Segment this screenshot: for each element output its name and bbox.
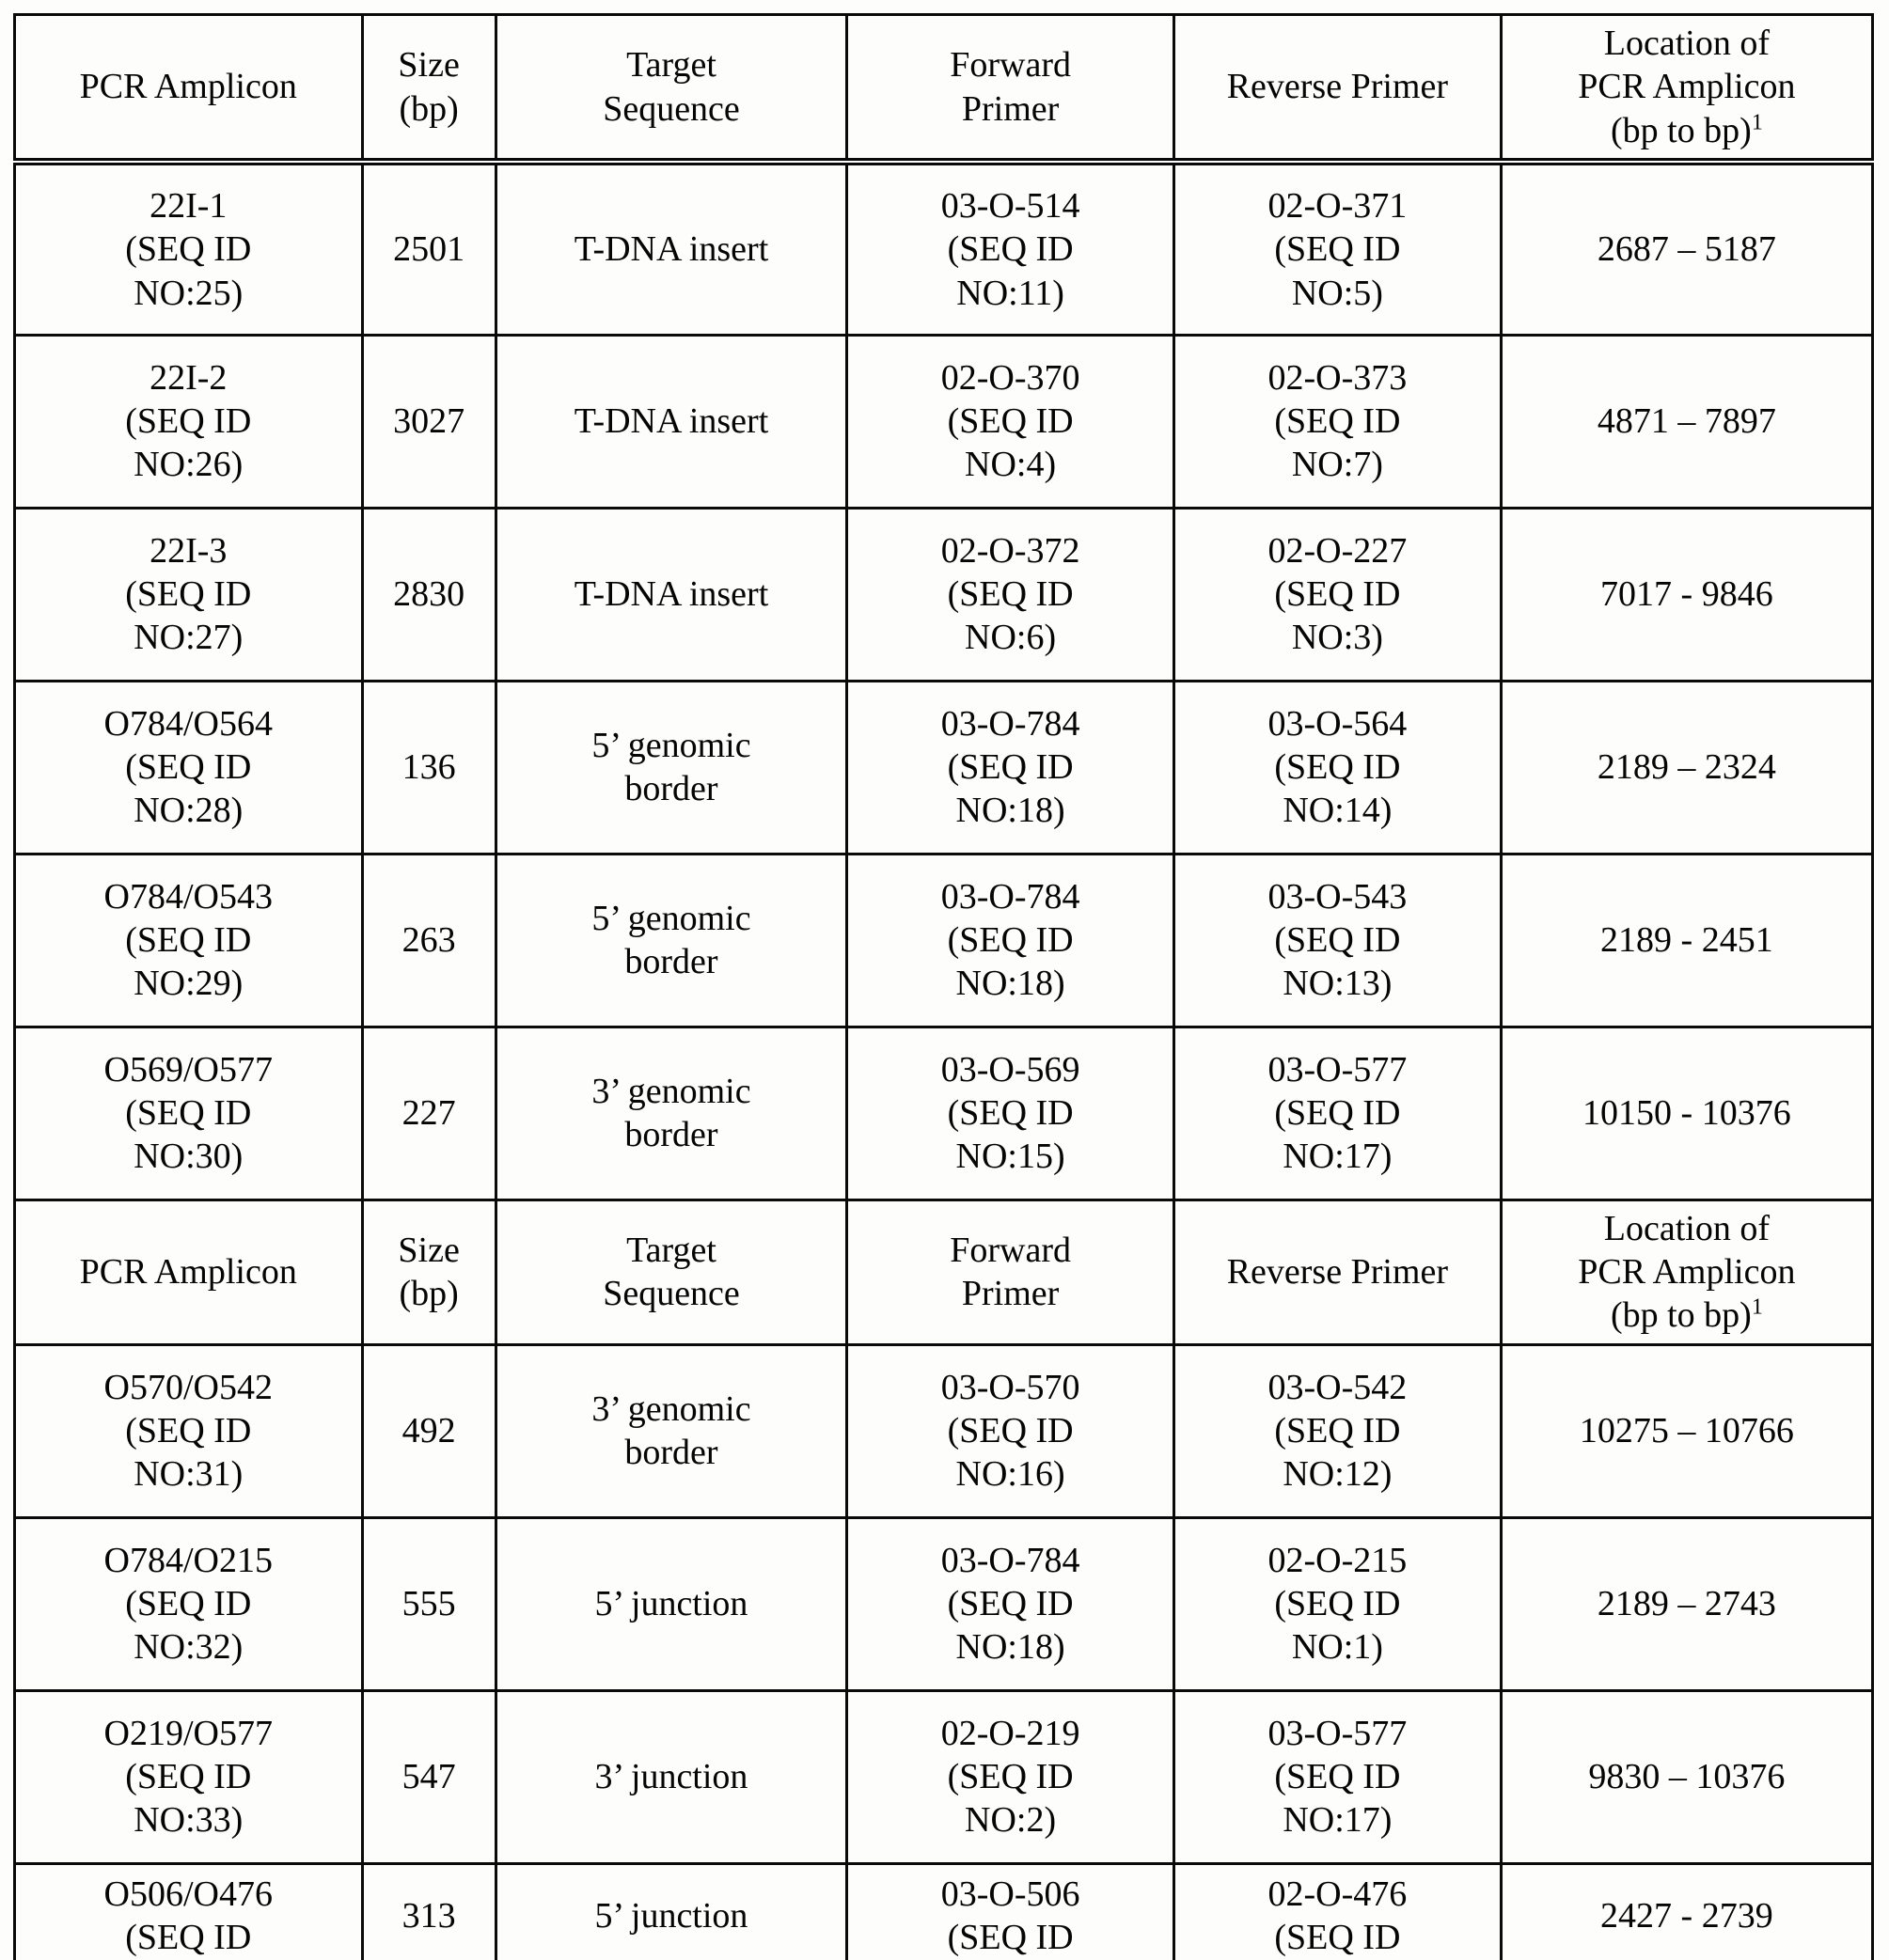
table-row <box>15 1517 1873 1690</box>
cell-forward-primer: 02-O-370 (SEQ ID NO:4) <box>847 335 1174 508</box>
cell-reverse-primer: 03-O-577 (SEQ ID NO:17) <box>1173 1027 1501 1200</box>
col-header-size: Size (bp) <box>362 1200 496 1344</box>
cell-pcr-amplicon: O784/O564 (SEQ ID NO:28) <box>15 681 363 854</box>
footnote-marker: 1 <box>1751 1294 1763 1320</box>
cell-forward-primer: 03-O-784 (SEQ ID NO:18) <box>847 681 1174 854</box>
cell-forward-primer: 03-O-570 (SEQ ID NO:16) <box>847 1344 1174 1517</box>
cell-target-sequence: 5’ genomic border <box>496 681 846 854</box>
cell-pcr-amplicon: 22I-1 (SEQ ID NO:25) <box>15 162 363 335</box>
cell-target-sequence: 3’ junction <box>496 1690 846 1863</box>
cell-size: 2501 <box>362 162 496 335</box>
cell-reverse-primer: 03-O-543 (SEQ ID NO:13) <box>1173 854 1501 1027</box>
col-header-size: Size (bp) <box>362 15 496 163</box>
col-header-location <box>1501 1200 1872 1344</box>
cell-target-sequence: 3’ genomic border <box>496 1344 846 1517</box>
cell-forward-primer: 03-O-569 (SEQ ID NO:15) <box>847 1027 1174 1200</box>
cell-target-sequence: T-DNA insert <box>496 335 846 508</box>
cell-pcr-amplicon: O570/O542 (SEQ ID NO:31) <box>15 1344 363 1517</box>
cell-location: 4871 – 7897 <box>1501 335 1872 508</box>
table-row <box>15 508 1873 681</box>
cell-reverse-primer: 02-O-371 (SEQ ID NO:5) <box>1173 162 1501 335</box>
cell-target-sequence: T-DNA insert <box>496 162 846 335</box>
cell-location: 7017 - 9846 <box>1501 508 1872 681</box>
cell-pcr-amplicon: O506/O476 (SEQ ID <box>15 1863 363 1960</box>
table-row <box>15 162 1873 335</box>
cell-reverse-primer: 03-O-542 (SEQ ID NO:12) <box>1173 1344 1501 1517</box>
col-header-target-sequence: Target Sequence <box>496 15 846 163</box>
cell-size: 555 <box>362 1517 496 1690</box>
table-row <box>15 854 1873 1027</box>
cell-size: 263 <box>362 854 496 1027</box>
cell-location: 2427 - 2739 <box>1501 1863 1872 1960</box>
table-header-row <box>15 15 1873 163</box>
col-header-location-text: Location of PCR Amplicon (bp to bp) <box>1578 24 1796 150</box>
table-header-row-repeat <box>15 1200 1873 1344</box>
table-row <box>15 1027 1873 1200</box>
cell-target-sequence: 5’ genomic border <box>496 854 846 1027</box>
table-row <box>15 1344 1873 1517</box>
cell-reverse-primer: 02-O-215 (SEQ ID NO:1) <box>1173 1517 1501 1690</box>
cell-size: 136 <box>362 681 496 854</box>
col-header-location <box>1501 15 1872 163</box>
cell-forward-primer: 02-O-219 (SEQ ID NO:2) <box>847 1690 1174 1863</box>
cell-reverse-primer: 02-O-227 (SEQ ID NO:3) <box>1173 508 1501 681</box>
cell-pcr-amplicon: 22I-2 (SEQ ID NO:26) <box>15 335 363 508</box>
cell-pcr-amplicon: O219/O577 (SEQ ID NO:33) <box>15 1690 363 1863</box>
cell-forward-primer: 03-O-784 (SEQ ID NO:18) <box>847 854 1174 1027</box>
col-header-location-text: Location of PCR Amplicon (bp to bp) <box>1578 1208 1796 1336</box>
cell-pcr-amplicon: O569/O577 (SEQ ID NO:30) <box>15 1027 363 1200</box>
cell-size: 2830 <box>362 508 496 681</box>
col-header-pcr-amplicon: PCR Amplicon <box>15 15 363 163</box>
cell-size: 3027 <box>362 335 496 508</box>
cell-reverse-primer: 02-O-373 (SEQ ID NO:7) <box>1173 335 1501 508</box>
col-header-pcr-amplicon: PCR Amplicon <box>15 1200 363 1344</box>
cell-location: 9830 – 10376 <box>1501 1690 1872 1863</box>
cell-pcr-amplicon: O784/O215 (SEQ ID NO:32) <box>15 1517 363 1690</box>
cell-target-sequence: 5’ junction <box>496 1863 846 1960</box>
cell-target-sequence: T-DNA insert <box>496 508 846 681</box>
cell-size: 492 <box>362 1344 496 1517</box>
cell-reverse-primer: 03-O-564 (SEQ ID NO:14) <box>1173 681 1501 854</box>
cell-location: 2189 – 2743 <box>1501 1517 1872 1690</box>
table-row <box>15 1863 1873 1960</box>
cell-pcr-amplicon: 22I-3 (SEQ ID NO:27) <box>15 508 363 681</box>
col-header-reverse-primer: Reverse Primer <box>1173 15 1501 163</box>
cell-pcr-amplicon: O784/O543 (SEQ ID NO:29) <box>15 854 363 1027</box>
cell-size: 547 <box>362 1690 496 1863</box>
table-row <box>15 335 1873 508</box>
col-header-forward-primer: Forward Primer <box>847 1200 1174 1344</box>
cell-location: 10150 - 10376 <box>1501 1027 1872 1200</box>
table-row <box>15 1690 1873 1863</box>
col-header-forward-primer: Forward Primer <box>847 15 1174 163</box>
cell-forward-primer: 03-O-514 (SEQ ID NO:11) <box>847 162 1174 335</box>
pcr-amplicon-table <box>13 13 1874 1960</box>
cell-forward-primer: 02-O-372 (SEQ ID NO:6) <box>847 508 1174 681</box>
cell-location: 2687 – 5187 <box>1501 162 1872 335</box>
cell-target-sequence: 5’ junction <box>496 1517 846 1690</box>
cell-forward-primer: 03-O-506 (SEQ ID <box>847 1863 1174 1960</box>
cell-reverse-primer: 02-O-476 (SEQ ID <box>1173 1863 1501 1960</box>
cell-forward-primer: 03-O-784 (SEQ ID NO:18) <box>847 1517 1174 1690</box>
cell-location: 2189 – 2324 <box>1501 681 1872 854</box>
cell-size: 313 <box>362 1863 496 1960</box>
cell-size: 227 <box>362 1027 496 1200</box>
cell-reverse-primer: 03-O-577 (SEQ ID NO:17) <box>1173 1690 1501 1863</box>
col-header-target-sequence: Target Sequence <box>496 1200 846 1344</box>
cell-location: 10275 – 10766 <box>1501 1344 1872 1517</box>
cell-location: 2189 - 2451 <box>1501 854 1872 1027</box>
footnote-marker: 1 <box>1751 110 1763 135</box>
col-header-reverse-primer: Reverse Primer <box>1173 1200 1501 1344</box>
cell-target-sequence: 3’ genomic border <box>496 1027 846 1200</box>
table-row <box>15 681 1873 854</box>
